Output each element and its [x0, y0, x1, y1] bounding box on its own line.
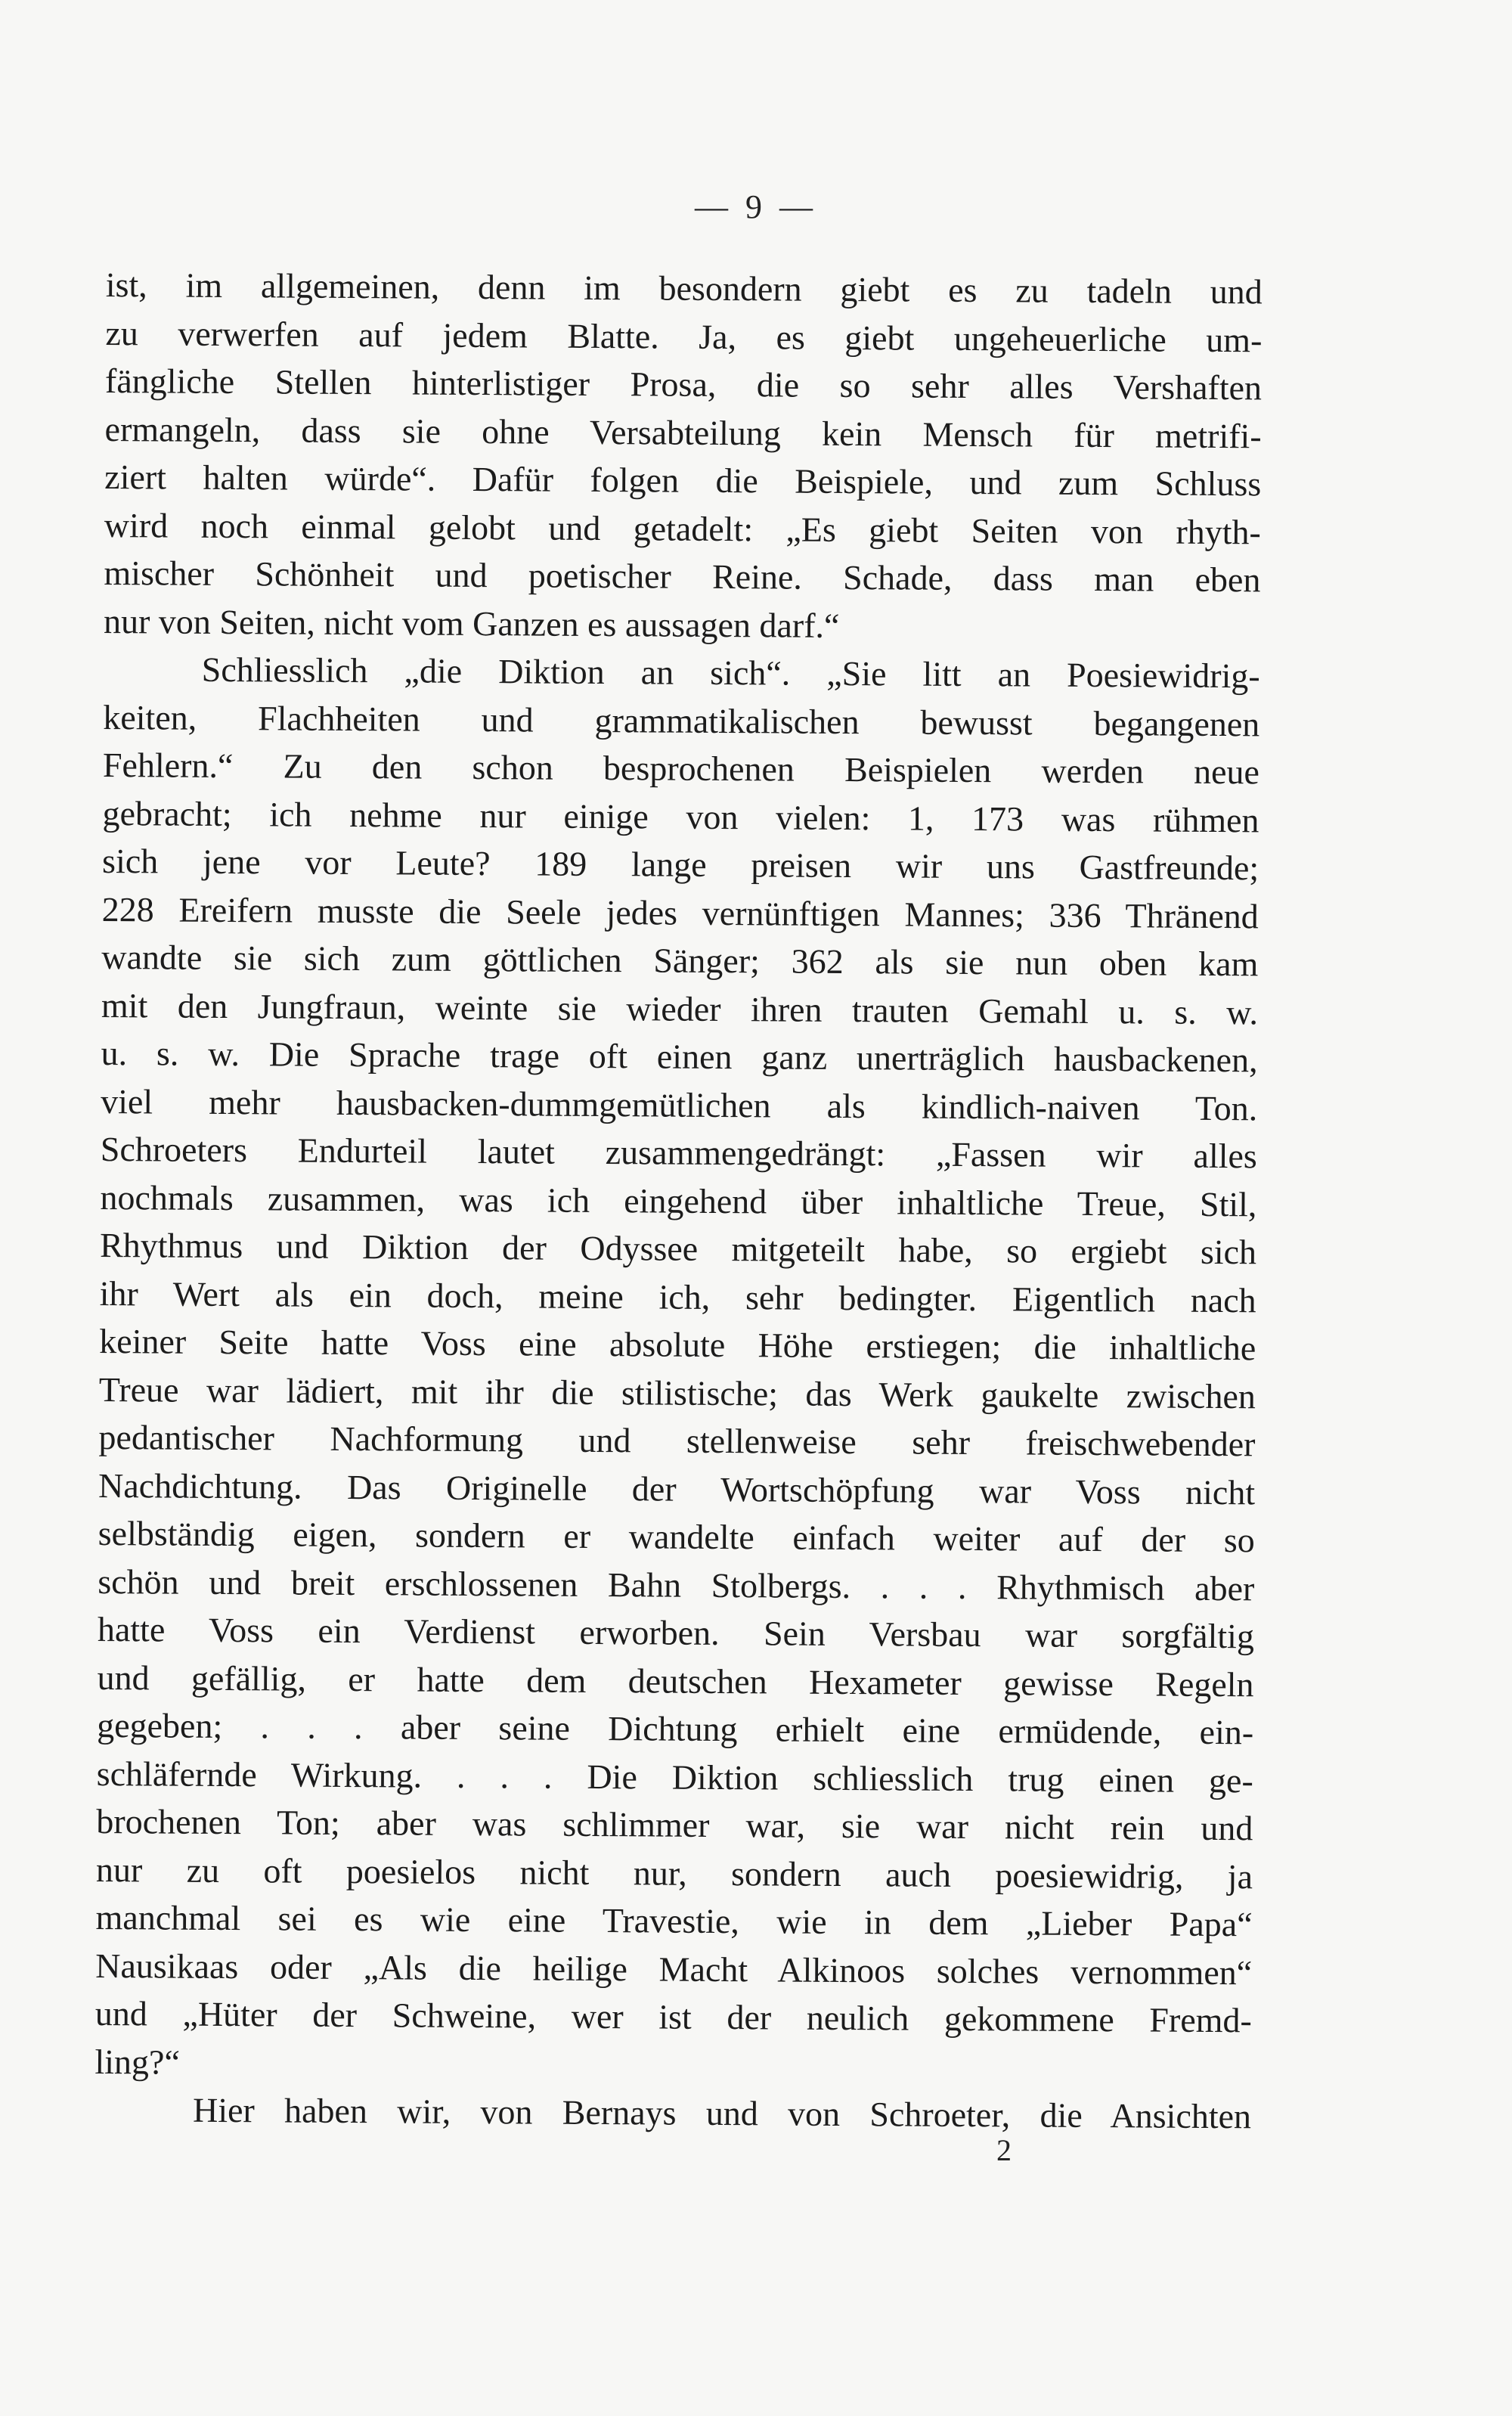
text-line: und „Hüter der Schweine, wer ist der neulich gekommene Fremd- [94, 1993, 1252, 2040]
text-line: Rhythmus und Diktion der Odyssee mitgeteilt habe, so ergiebt sich [99, 1225, 1257, 1272]
text-line: selbständig eigen, sondern er wandelte einfach weiter auf der so [98, 1513, 1255, 1560]
text-line: hatte Voss ein Verdienst erworben. Sein Versbau war sorgfältig [97, 1609, 1255, 1656]
text-line: wandte sie sich zum göttlichen Sänger; 362 als sie nun oben kam [101, 937, 1259, 984]
text-line: Schliesslich „die Diktion an sich“. „Sie litt an Poesiewidrig- [201, 650, 1260, 696]
body-text [94, 261, 1263, 2141]
text-line: wird noch einmal gelobt und getadelt: „Es giebt Seiten von rhyth- [104, 505, 1261, 551]
text-line: viel mehr hausbacken-dummgemütlichen als kindlich-naiven Ton. [101, 1081, 1258, 1127]
text-line: u. s. w. Die Sprache trage oft einen ganz unerträglich hausbackenen, [101, 1033, 1258, 1080]
text-line: ihr Wert als ein doch, meine ich, sehr bedingter. Eigentlich nach [99, 1273, 1256, 1320]
text-line: schön und breit erschlossenen Bahn Stolbergs. . . . Rhythmisch aber [98, 1562, 1255, 1608]
text-line: keiner Seite hatte Voss eine absolute Höhe erstiegen; die inhaltliche [99, 1321, 1256, 1368]
text-line: 228 Ereifern musste die Seele jedes vernünftigen Mannes; 336 Thränend [101, 889, 1259, 935]
text-line: gebracht; ich nehme nur einige von vielen: 1, 173 was rühmen [102, 793, 1259, 839]
text-line: ist, im allgemeinen, denn im besondern giebt es zu tadeln und [105, 265, 1263, 312]
text-line: Hier haben wir, von Bernays und von Schroeter, die Ansichten [192, 2090, 1252, 2136]
text-line: ling?“ [94, 2042, 181, 2082]
text-line: Schroeters Endurteil lautet zusammengedrängt: „Fassen wir alles [100, 1129, 1257, 1176]
text-line: mit den Jungfraun, weinte sie wieder ihren trauten Gemahl u. s. w. [101, 985, 1259, 1031]
text-line: Treue war lädiert, mit ihr die stilistische; das Werk gaukelte zwischen [98, 1369, 1256, 1416]
text-line: manchmal sei es wie eine Travestie, wie in dem „Lieber Papa“ [95, 1897, 1253, 1944]
text-line: fängliche Stellen hinterlistiger Prosa, die so sehr alles Vershaften [104, 361, 1263, 408]
text-line: zu verwerfen auf jedem Blatte. Ja, es giebt ungeheuerliche um- [105, 313, 1263, 359]
text-line: und gefällig, er hatte dem deutschen Hexameter gewisse Regeln [97, 1658, 1254, 1704]
page-number: — 9 — [695, 188, 817, 225]
text-line: Fehlern.“ Zu den schon besprochenen Beispielen werden neue [102, 745, 1260, 792]
text-line: pedantischer Nachformung und stellenweise sehr freischwebender [98, 1417, 1256, 1464]
text-line: gegeben; . . . aber seine Dichtung erhielt eine ermüdende, ein- [97, 1705, 1254, 1752]
text-line: nur zu oft poesielos nicht nur, sondern auch poesiewidrig, ja [95, 1850, 1253, 1896]
text-line: mischer Schönheit und poetischer Reine. Schade, dass man eben [104, 553, 1261, 600]
text-line: Nachdichtung. Das Originelle der Wortschöpfung war Voss nicht [98, 1465, 1256, 1512]
text-line: sich jene vor Leute? 189 lange preisen wir uns Gastfreunde; [101, 841, 1259, 888]
text-line: keiten, Flachheiten und grammatikalischen bewusst begangenen [103, 697, 1260, 743]
text-line: nur von Seiten, nicht vom Ganzen es aussagen darf.“ [103, 601, 840, 645]
text-line: nochmals zusammen, was ich eingehend über inhaltliche Treue, Stil, [100, 1177, 1257, 1224]
text-line: schläfernde Wirkung. . . . Die Diktion schliesslich trug einen ge- [96, 1754, 1253, 1800]
text-line: ziert halten würde“. Dafür folgen die Beispiele, und zum Schluss [104, 457, 1262, 504]
signature-mark: 2 [996, 2133, 1012, 2167]
text-line: ermangeln, dass sie ohne Versabteilung kein Mensch für metrifi- [104, 409, 1262, 455]
text-line: brochenen Ton; aber was schlimmer war, sie war nicht rein und [96, 1801, 1253, 1848]
text-line: Nausikaas oder „Als die heilige Macht Alkinoos solches vernommen“ [95, 1946, 1253, 1992]
